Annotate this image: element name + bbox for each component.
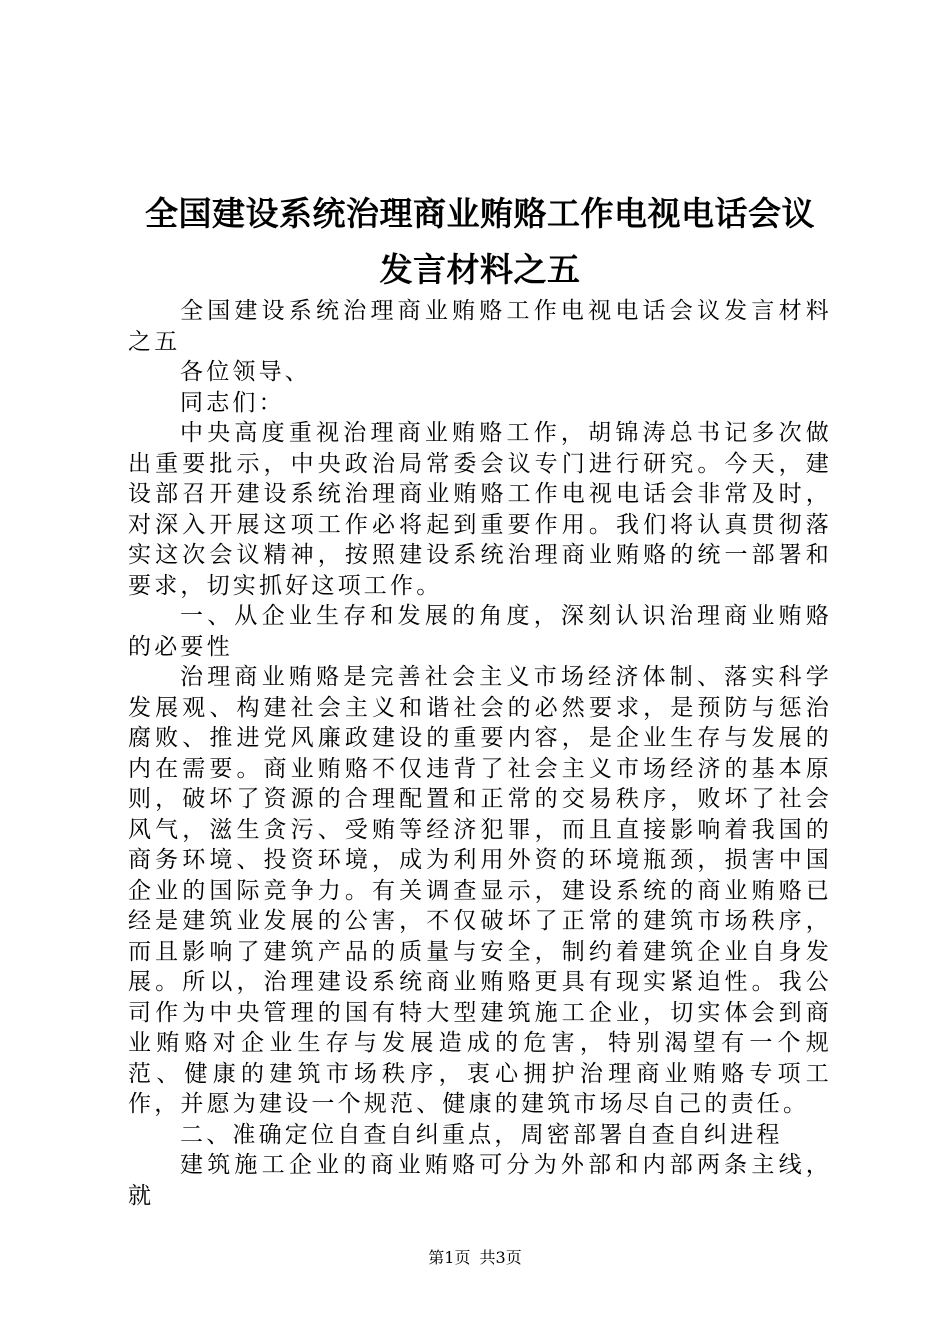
paragraph-section-1: 治理商业贿赂是完善社会主义市场经济体制、落实科学发展观、构建社会主义和谐社会的必然要求，是预防与惩治腐败、推进党风廉政建设的重要内容，是企业生存与发展的内在需要。商业贿赂不仅违背了社会主义市场经济的基本原则，破坏了资源的合理配置和正常的交易秩序，败坏了社会风气，滋生贪污、受贿等经济犯罪，而且直接影响着我国的商务环境、投资环境，成为利用外资的环境瓶颈，损害中国企业的国际竞争力。有关调查显示，建设系统的商业贿赂已经是建筑业发展的公害，不仅破坏了正常的建筑市场秩序，而且影响了建筑产品的质量与安全，制约着建筑企业自身发展。所以，治理建设系统商业贿赂更具有现实紧迫性。我公司作为中央管理的国有特大型建筑施工企业，切实体会到商业贿赂对企业生存与发展造成的危害，特别渴望有一个规范、健康的建筑市场秩序，衷心拥护治理商业贿赂专项工作，并愿为建设一个规范、健康的建筑市场尽自己的责任。	[128, 664, 832, 1117]
document-title-line-1: 全国建设系统治理商业贿赂工作电视电话会议	[145, 194, 815, 233]
page-number: 第1页	[428, 1248, 471, 1267]
document-title-line-2: 发言材料之五	[379, 250, 581, 289]
page-footer	[0, 1245, 950, 1268]
paragraph-salutation-leaders: 各位领导、	[180, 359, 311, 385]
paragraph-section-2: 建筑施工企业的商业贿赂可分为外部和内部两条主线，就	[128, 1152, 832, 1209]
section-heading-1: 一、从企业生存和发展的角度，深刻认识治理商业贿赂的必要性	[128, 603, 832, 660]
page-total: 共3页	[479, 1248, 522, 1267]
paragraph-salutation-comrades: 同志们：	[180, 389, 285, 416]
document-body	[128, 296, 832, 1211]
section-heading-2: 二、准确定位自查自纠重点，周密部署自查自纠进程	[180, 1121, 783, 1148]
paragraph-intro: 中央高度重视治理商业贿赂工作，胡锦涛总书记多次做出重要批示，中央政治局常委会议专门进行研究。今天，建设部召开建设系统治理商业贿赂工作电视电话会非常及时，对深入开展这项工作必将起到重要作用。我们将认真贯彻落实这次会议精神，按照建设系统治理商业贿赂的统一部署和要求，切实抓好这项工作。	[128, 420, 832, 599]
paragraph-subtitle: 全国建设系统治理商业贿赂工作电视电话会议发言材料之五	[128, 298, 832, 355]
